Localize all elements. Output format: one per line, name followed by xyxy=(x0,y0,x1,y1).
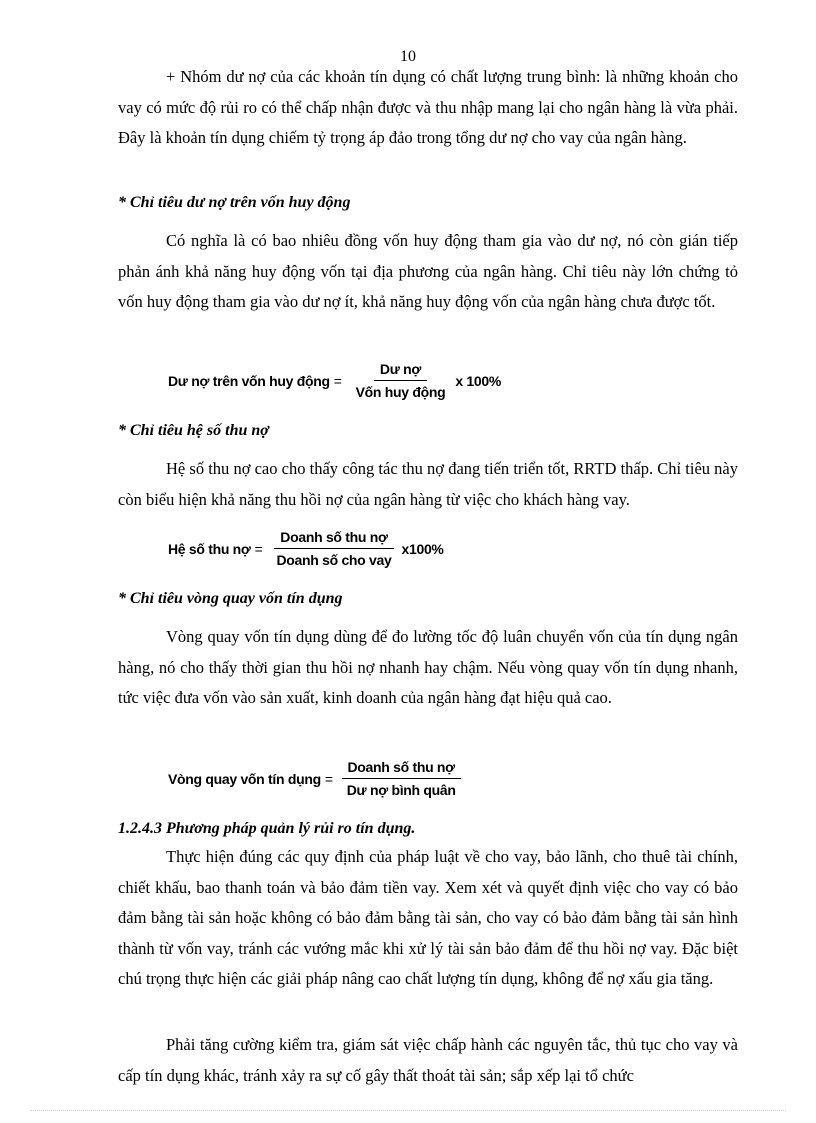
paragraph-collection-ratio: Hệ số thu nợ cao cho thấy công tác thu nợ đang tiến triển tốt, RRTD thấp. Chỉ tiêu này còn biểu hiện khả năng thu hồi nợ của ngân hàng từ việc cho khách hàng vay. xyxy=(118,459,738,509)
page-bottom-divider xyxy=(30,1110,786,1111)
formula-suffix: x100% xyxy=(401,540,444,557)
formula-fraction xyxy=(341,758,462,799)
formula-credit-turnover xyxy=(168,758,466,799)
paragraph-debt-to-mobilized-capital: Có nghĩa là có bao nhiêu đồng vốn huy động tham gia vào dư nợ, nó còn gián tiếp phản ánh khả năng huy động vốn tại địa phương của ngân hàng. Chỉ tiêu này lớn chứng tỏ vốn huy động tham gia vào dư nợ ít, khả năng huy động vốn của ngân hàng chưa được tốt. xyxy=(118,231,738,311)
formula-lhs: Dư nợ trên vốn huy động xyxy=(168,372,330,389)
paragraph-medium-quality-loans: + Nhóm dư nợ của các khoản tín dụng có chất lượng trung bình: là những khoản cho vay có mức độ rủi ro có thể chấp nhận được và thu nhập mang lại cho ngân hàng là vừa phải. Đây là khoản tín dụng chiếm tỷ trọng áp đảo trong tổng dư nợ cho vay của ngân hàng. xyxy=(118,67,738,147)
formula-fraction xyxy=(350,360,452,401)
formula-fraction xyxy=(270,528,397,569)
formula-equals: = xyxy=(333,372,342,389)
formula-lhs: Hệ số thu nợ xyxy=(168,540,251,557)
paragraph-credit-turnover: Vòng quay vốn tín dụng dùng để đo lường tốc độ luân chuyển vốn của tín dụng ngân hàng, nó cho thấy thời gian thu hồi nợ nhanh hay chậm. Nếu vòng quay vốn tín dụng nhanh, tức việc đưa vốn vào sản xuất, kinh doanh của ngân hàng đạt hiệu quả cao. xyxy=(118,627,738,707)
heading-section-1-2-4-3: 1.2.4.3 Phương pháp quản lý rủi ro tín dụng. xyxy=(118,820,416,837)
formula-denominator: Dư nợ bình quân xyxy=(346,782,456,798)
page-number: 10 xyxy=(400,48,416,65)
formula-equals: = xyxy=(324,770,333,787)
formula-collection-ratio xyxy=(168,528,444,569)
formula-numerator: Dư nợ xyxy=(374,360,427,381)
paragraph-strengthen-inspection: Phải tăng cường kiểm tra, giám sát việc chấp hành các nguyên tắc, thủ tục cho vay và cấp tín dụng khác, tránh xảy ra sự cố gây thất thoát tài sản; sắp xếp lại tổ chức xyxy=(118,1035,738,1085)
formula-numerator: Doanh số thu nợ xyxy=(342,758,461,779)
heading-credit-turnover: * Chỉ tiêu vòng quay vốn tín dụng xyxy=(118,590,343,607)
formula-debt-to-mobilized-capital xyxy=(168,360,501,401)
formula-denominator: Vốn huy động xyxy=(355,384,446,400)
heading-debt-to-mobilized-capital: * Chỉ tiêu dư nợ trên vốn huy động xyxy=(118,194,351,211)
formula-numerator: Doanh số thu nợ xyxy=(274,528,393,549)
formula-denominator: Doanh số cho vay xyxy=(276,552,392,568)
formula-suffix: x 100% xyxy=(455,372,502,389)
heading-collection-ratio: * Chỉ tiêu hệ số thu nợ xyxy=(118,422,269,439)
paragraph-risk-management-methods: Thực hiện đúng các quy định của pháp luật về cho vay, bảo lãnh, cho thuê tài chính, chiết khấu, bao thanh toán và bảo đảm tiền vay. Xem xét và quyết định việc cho vay có bảo đảm bằng tài sản hoặc không có bảo đảm bằng tài sản, cho vay có bảo đảm bằng tài sản hình thành từ vốn vay, tránh các vướng mắc khi xử lý tài sản bảo đảm để thu hồi nợ vay. Đặc biệt chú trọng thực hiện các giải pháp nâng cao chất lượng tín dụng, không để nợ xấu gia tăng. xyxy=(118,847,738,988)
formula-equals: = xyxy=(254,540,263,557)
formula-lhs: Vòng quay vốn tín dụng xyxy=(168,770,321,787)
